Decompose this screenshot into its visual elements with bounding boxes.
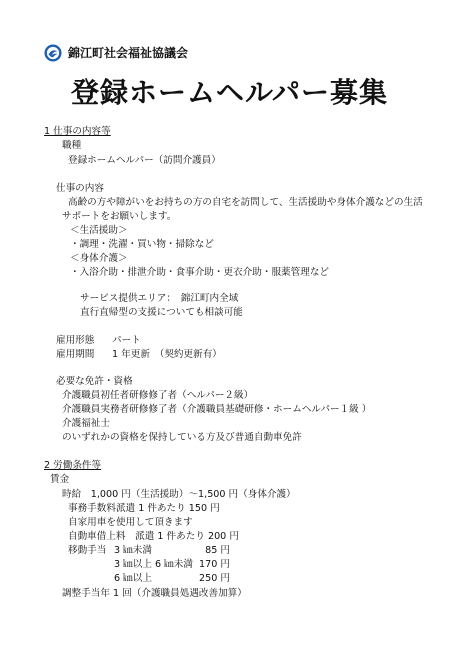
wage-label: 賃金: [50, 474, 70, 485]
employment-type-value: パート: [112, 335, 141, 346]
own-car-note: 自家用車を使用して頂きます: [68, 517, 193, 528]
travel-amount-2: 170 円: [199, 559, 230, 570]
travel-range-1: 3 ㎞未満: [114, 545, 152, 556]
qualification-2: 介護職員実務者研修修了者（介護職員基礎研修・ホームヘルパー１級 ）: [62, 404, 372, 415]
qualification-label: 必要な免許・資格: [56, 376, 133, 387]
job-content-line2: サポートをお願いします。: [62, 211, 177, 222]
service-area: サービス提供エリア： 錦江町内全域: [80, 293, 239, 304]
life-support-label: ＜生活援助＞: [70, 225, 128, 236]
adjustment-allowance: 調整手当年 1 回（介護職員処遇改善加算）: [62, 588, 247, 599]
body-care-items: ・入浴介助・排泄介助・食事介助・更衣介助・服薬管理など: [70, 267, 330, 278]
office-fee: 事務手数料派遣 1 件あたり 150 円: [68, 503, 220, 514]
travel-amount-1: 85 円: [205, 545, 230, 556]
travel-range-3: 6 ㎞以上: [114, 573, 152, 584]
qualification-3: 介護福祉士: [62, 418, 110, 429]
employment-period-label: 雇用期間: [56, 349, 95, 360]
qualification-1: 介護職員初任者研修修了者（ヘルパー２級）: [62, 390, 254, 401]
section1-heading: 1 仕事の内容等: [44, 126, 111, 137]
travel-range-2: 3 ㎞以上 6 ㎞未満: [114, 559, 193, 570]
job-content-label: 仕事の内容: [56, 183, 104, 194]
page-title: 登録ホームヘルパー募集: [70, 76, 389, 109]
organization-name: 錦江町社会福祉協議会: [68, 46, 189, 60]
employment-type-label: 雇用形態: [56, 335, 95, 346]
job-type-label: 職種: [62, 140, 82, 151]
travel-amount-3: 250 円: [199, 573, 230, 584]
life-support-items: ・調理・洗濯・買い物・掃除など: [70, 239, 214, 250]
qualification-4: のいずれかの資格を保持している方及び普通自動車免許: [62, 432, 302, 443]
hourly-wage: 時給 1,000 円（生活援助）～1,500 円（身体介護）: [62, 489, 296, 500]
body-care-label: ＜身体介護＞: [70, 253, 128, 264]
direct-support-note: 直行直帰型の支援についても相談可能: [80, 307, 243, 318]
council-logo-icon: [44, 44, 62, 62]
travel-allowance-label: 移動手当: [68, 545, 107, 556]
job-type-value: 登録ホームヘルパー（訪問介護員）: [68, 155, 221, 166]
job-content-line1: 高齢の方や障がいをお持ちの方の自宅を訪問して、生活援助や身体介護などの生活: [68, 197, 423, 208]
employment-period-value: 1 年更新 （契約更新有）: [112, 349, 222, 360]
section2-heading: 2 労働条件等: [44, 460, 102, 471]
car-rental-fee: 自動車借上料 派遣 1 件あたり 200 円: [68, 531, 239, 542]
